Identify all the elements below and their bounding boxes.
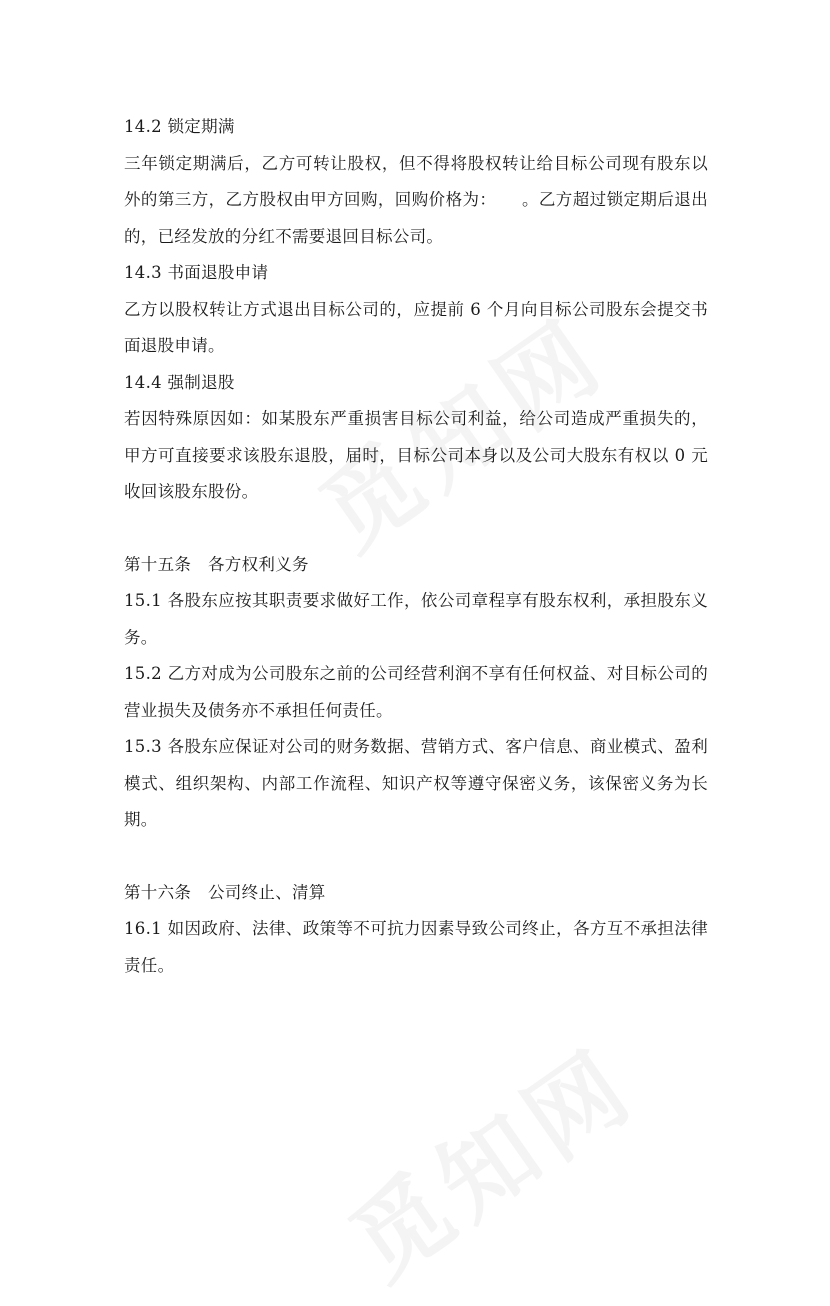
clause-14-4-heading: 14.4 强制退股 [124,372,235,392]
clause-15-2-text: 15.2 乙方对成为公司股东之前的公司经营利润不享有任何权益、对目标公司的营业损失及债务亦不承担任何责任。 [124,664,708,720]
article-15-heading: 第十五条 各方权利义务 [124,554,309,574]
section-gap [124,511,708,547]
clause-15-1-text: 15.1 各股东应按其职责要求做好工作，依公司章程享有股东权利，承担股东义务。 [124,591,708,647]
article-16-heading: 第十六条 公司终止、清算 [124,882,326,902]
clause-15-3-text: 15.3 各股东应保证对公司的财务数据、营销方式、客户信息、商业模式、盈利模式、组织架构、内部工作流程、知识产权等遵守保密义务，该保密义务为长期。 [124,737,708,829]
clause-14-2-heading: 14.2 锁定期满 [124,117,235,136]
clause-16-1-text: 16.1 如因政府、法律、政策等不可抗力因素导致公司终止，各方互不承担法律责任。 [124,919,708,975]
clause-14-3-text: 乙方以股权转让方式退出目标公司的，应提前 6 个月向目标公司股东会提交书面退股申请。 [124,299,708,355]
watermark-logo [319,1011,658,1306]
clause-14-2-text: 三年锁定期满后，乙方可转让股权，但不得将股权转让给目标公司现有股东以外的第三方，乙方股权由甲方回购，回购价格为： 。乙方超过锁定期后退出的，已经发放的分红不需要退回目标公司。 [124,153,708,246]
clause-14-4-text: 若因特殊原因如：如某股东严重损害目标公司利益，给公司造成严重损失的，甲方可直接要求该股东退股，届时，目标公司本身以及公司大股东有权以 0 元收回该股东股份。 [124,409,708,501]
section-gap [124,839,708,875]
document-body [124,109,708,984]
clause-14-3-heading: 14.3 书面退股申请 [124,263,269,282]
